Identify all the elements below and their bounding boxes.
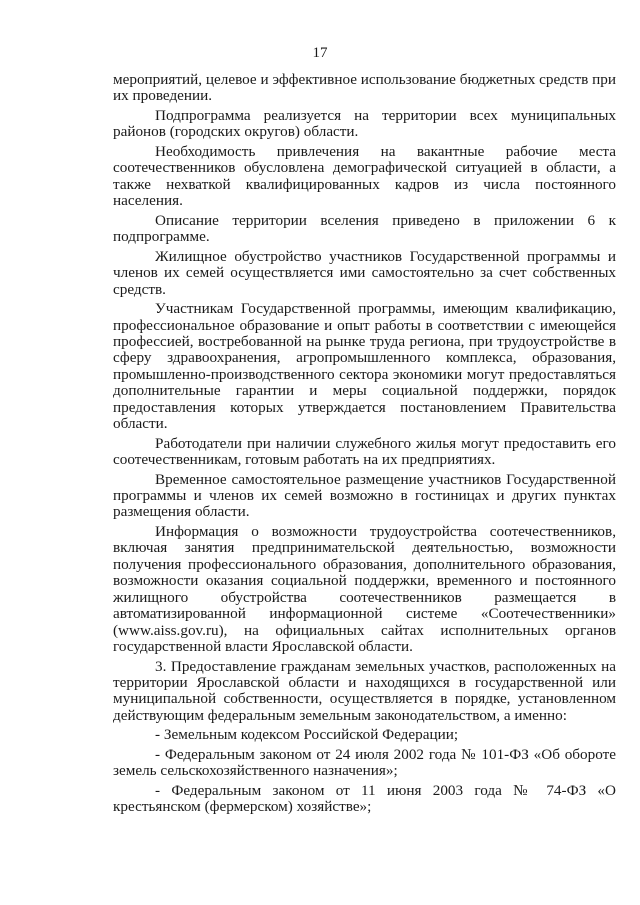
list-item-law-74: - Федеральным законом от 11 июня 2003 года № 74-ФЗ «О крестьянском (фермерском) хозяйстве»; <box>113 781 616 816</box>
paragraph-participants: Участникам Государственной программы, имеющим квалификацию, профессиональное образование и опыт работы в соответствии с имеющейся профессией, востребованной на рынке труда региона, при трудоустройстве в сферу здравоохранения, агропромышленного комплекса, образования, промышленно-производственного сектора экономики могут предоставляться дополнительные гарантии и меры социальной поддержки, порядок предоставления которых утверждается постановлением Правительства области. <box>113 300 616 433</box>
list-item-land-code: - Земельным кодексом Российской Федерации; <box>155 726 459 744</box>
paragraph-description: Описание территории вселения приведено в приложении 6 к подпрограмме. <box>113 211 616 246</box>
paragraph-land-plots: 3. Предоставление гражданам земельных участков, расположенных на территории Ярославской области и находящихся в государственной или муниципальной собственности, осуществляется в порядке, установленном действующим федеральным земельным законодательством, а именно: <box>113 657 616 724</box>
paragraph-continuation: мероприятий, целевое и эффективное использование бюджетных средств при их проведении. <box>113 71 616 105</box>
paragraph-employers: Работодатели при наличии служебного жилья могут предоставить его соотечественникам, готовым работать на их предприятиях. <box>113 434 616 469</box>
paragraph-information: Информация о возможности трудоустройства соотечественников, включая занятия предпринимательской деятельностью, возможности получения профессионального образования, дополнительного образования, возможности оказания социальной поддержки, временного и постоянного жилищного обустройства соотечественников размещается в автоматизированной информационной системе «Соотечественники» (www.aiss.gov.ru), на официальных сайтах исполнительных органов государственной власти Ярославской области. <box>113 523 616 655</box>
page-body <box>113 72 616 819</box>
paragraph-temporary-accommodation: Временное самостоятельное размещение участников Государственной программы и членов их семей возможно в гостиницах и других пунктах размещения области. <box>113 470 616 521</box>
page-number: 17 <box>312 45 328 61</box>
paragraph-territory: Подпрограмма реализуется на территории всех муниципальных районов (городских округов) области. <box>113 107 616 141</box>
paragraph-housing: Жилищное обустройство участников Государственной программы и членов их семей осуществляется ими самостоятельно за счет собственных средств. <box>113 247 616 298</box>
paragraph-necessity: Необходимость привлечения на вакантные рабочие места соотечественников обусловлена демографической ситуацией в области, а также нехваткой квалифицированных кадров из числа постоянного населения. <box>113 143 616 210</box>
list-item-law-101: - Федеральным законом от 24 июля 2002 года № 101-ФЗ «Об обороте земель сельскохозяйственного назначения»; <box>113 745 616 780</box>
